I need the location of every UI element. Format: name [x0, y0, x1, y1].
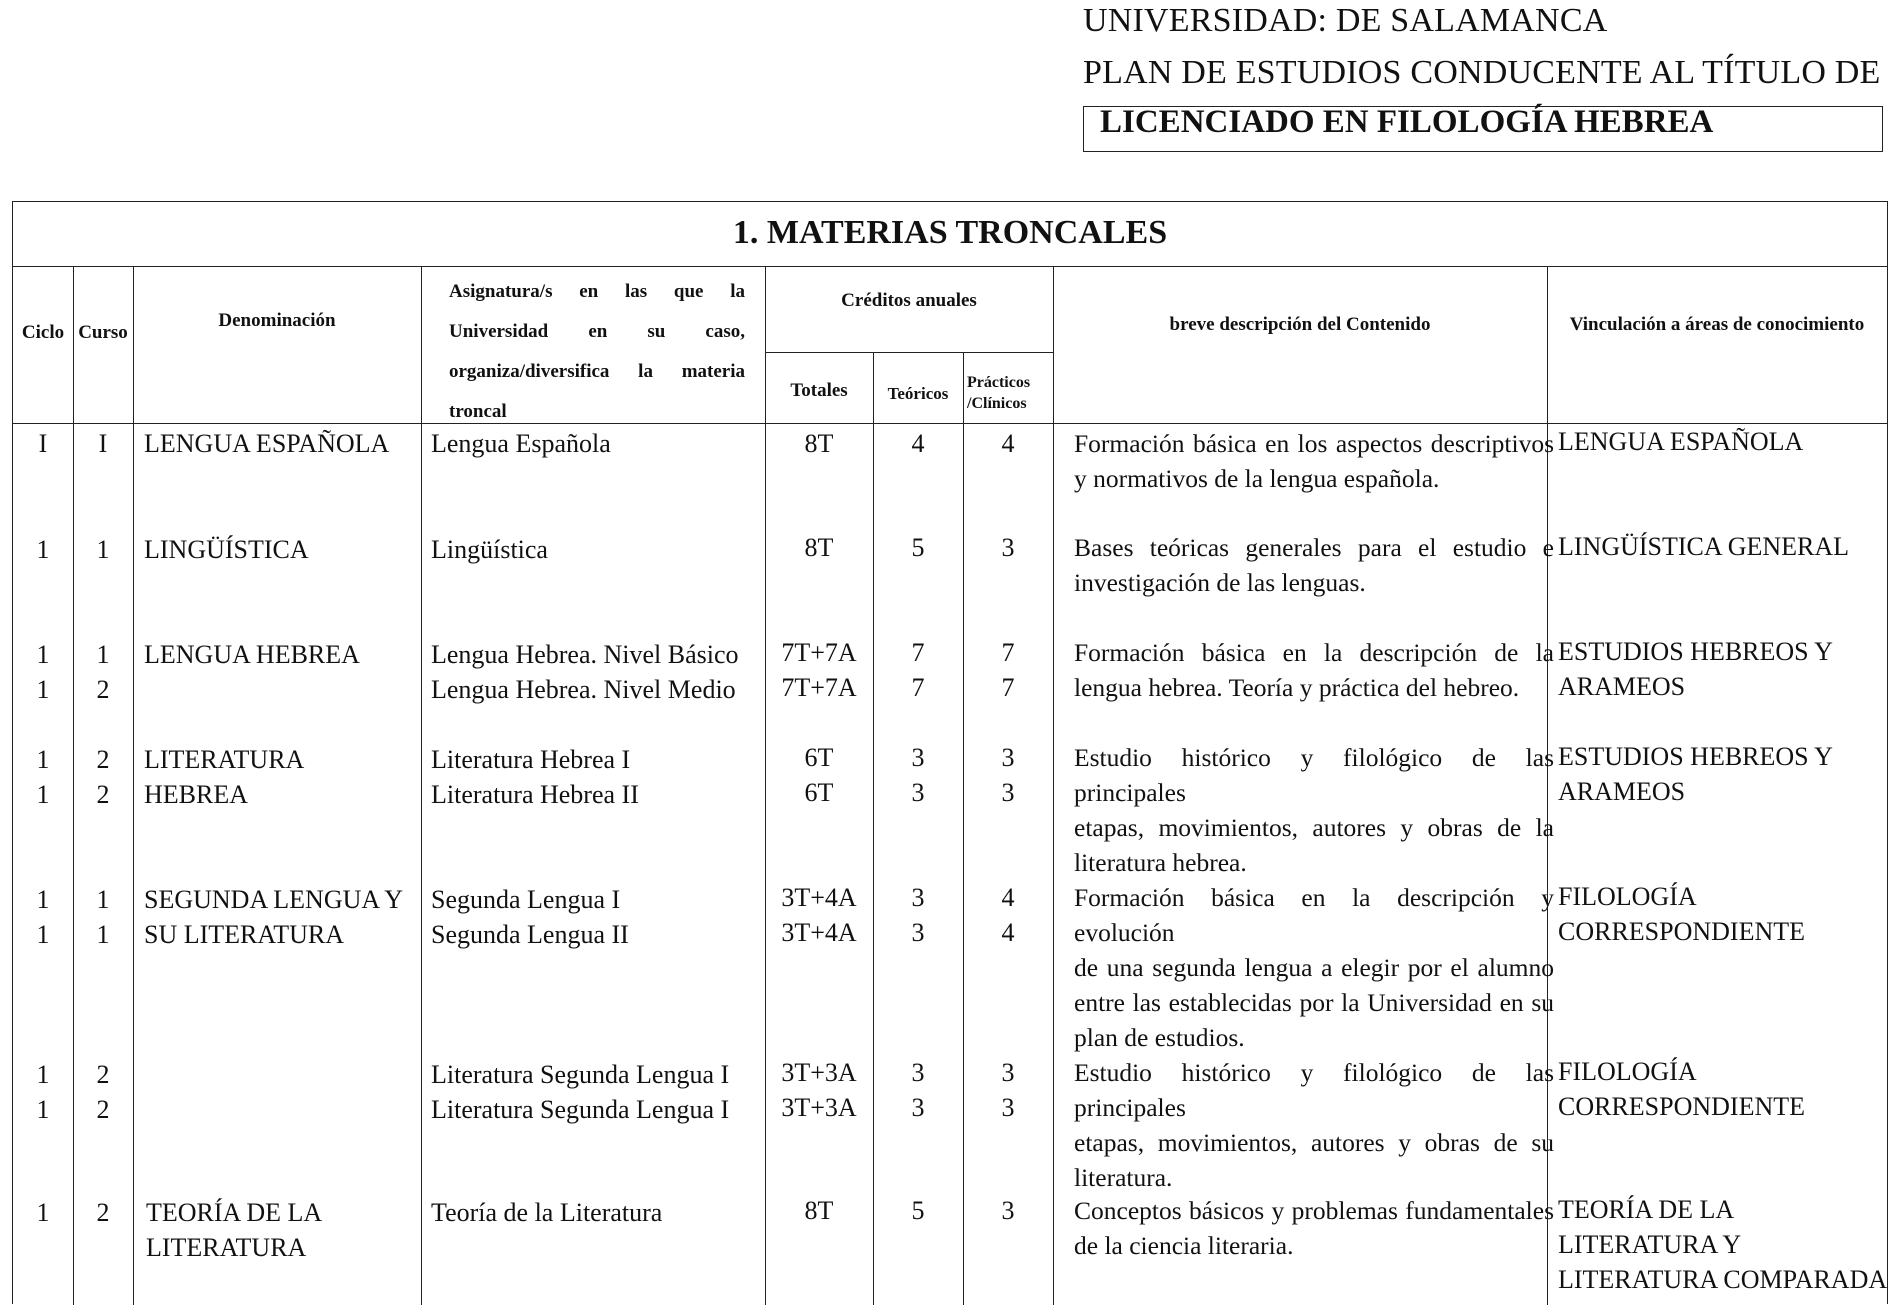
cell-curso: 2 [96, 1095, 110, 1124]
cell-ciclo: 1 [36, 780, 50, 809]
col-divider [963, 352, 964, 1305]
cell-ciclo: 1 [36, 640, 50, 669]
cell-curso: I [98, 429, 108, 458]
cell-totales: 7T+7A [781, 638, 857, 667]
header-ciclo: Ciclo [21, 322, 65, 343]
cell-totales: 8T [804, 429, 834, 458]
cell-practicos: 3 [1001, 1196, 1015, 1225]
cell-totales: 6T [804, 743, 834, 772]
cell-totales: 3T+3A [781, 1093, 857, 1122]
cell-denominacion: LITERATURA [144, 745, 305, 774]
cell-totales: 8T [804, 533, 834, 562]
cell-totales: 3T+4A [781, 883, 857, 912]
col-divider [421, 266, 422, 1305]
cell-vinculacion: FILOLOGÍA [1558, 882, 1697, 911]
cell-totales: 6T [804, 778, 834, 807]
cell-teoricos: 3 [911, 778, 925, 807]
cell-teoricos: 7 [911, 673, 925, 702]
cell-vinculacion: ESTUDIOS HEBREOS Y [1558, 637, 1833, 666]
cell-practicos: 3 [1001, 743, 1015, 772]
cell-vinculacion: TEORÍA DE LA [1558, 1195, 1735, 1224]
desc-line: Estudio histórico y filológico de las principales [1074, 743, 1554, 807]
cell-asignatura: Literatura Hebrea I [431, 745, 631, 774]
cell-practicos: 3 [1001, 778, 1015, 807]
header-creditos: Créditos anuales [841, 290, 977, 311]
cell-totales: 3T+4A [781, 918, 857, 947]
desc-line: de una segunda lengua a elegir por el alumno [1074, 953, 1554, 982]
desc-line: literatura. [1074, 1163, 1173, 1192]
header-practicos-line: /Clínicos [967, 395, 1027, 412]
cell-vinculacion: CORRESPONDIENTE [1558, 1092, 1806, 1121]
desc-line: literatura hebrea. [1074, 848, 1247, 877]
cell-asignatura: Literatura Hebrea II [431, 780, 639, 809]
cell-teoricos: 5 [911, 533, 925, 562]
header-curso: Curso [78, 322, 128, 343]
cell-curso: 2 [96, 1198, 110, 1227]
cell-teoricos: 3 [911, 1093, 925, 1122]
cell-teoricos: 3 [911, 1058, 925, 1087]
cell-asignatura: Segunda Lengua II [431, 920, 629, 949]
cell-denominacion: LINGÜÍSTICA [144, 535, 309, 564]
cell-teoricos: 7 [911, 638, 925, 667]
header-descripcion: breve descripción del Contenido [1169, 314, 1431, 335]
cell-practicos: 3 [1001, 533, 1015, 562]
header-asignatura-line: Universidad en su caso, [449, 321, 745, 342]
cell-vinculacion: FILOLOGÍA [1558, 1057, 1697, 1086]
cell-ciclo: 1 [36, 535, 50, 564]
header-asignatura-line: Asignatura/s en las que la [449, 281, 745, 302]
cell-denominacion: TEORÍA DE LA [146, 1198, 323, 1227]
cell-practicos: 3 [1001, 1093, 1015, 1122]
cell-vinculacion: CORRESPONDIENTE [1558, 917, 1806, 946]
desc-line: investigación de las lenguas. [1074, 568, 1366, 597]
header-asignatura-line: organiza/diversifica la materia [449, 361, 745, 382]
cell-practicos: 4 [1001, 918, 1015, 947]
cell-asignatura: Segunda Lengua I [431, 885, 621, 914]
cell-asignatura: Lengua Hebrea. Nivel Básico [431, 640, 739, 669]
cell-curso: 1 [96, 885, 110, 914]
cell-ciclo: 1 [36, 1198, 50, 1227]
desc-line: de la ciencia literaria. [1074, 1231, 1294, 1260]
degree-title-box [1083, 106, 1883, 152]
cell-teoricos: 3 [911, 883, 925, 912]
cell-descripcion [1074, 530, 1554, 635]
section-title: 1. MATERIAS TRONCALES [13, 202, 1887, 267]
cell-vinculacion: ESTUDIOS HEBREOS Y [1558, 742, 1833, 771]
cell-descripcion [1074, 426, 1554, 531]
cell-ciclo: 1 [36, 1060, 50, 1089]
cell-asignatura: Lingüística [431, 535, 548, 564]
cell-vinculacion: ARAMEOS [1558, 672, 1686, 701]
cell-teoricos: 3 [911, 918, 925, 947]
cell-denominacion: SU LITERATURA [144, 920, 345, 949]
header-totales: Totales [790, 380, 848, 401]
desc-line: Formación básica en la descripción y evolución [1074, 883, 1554, 947]
degree-title: LICENCIADO EN FILOLOGÍA HEBREA [1100, 104, 1714, 140]
cell-curso: 1 [96, 640, 110, 669]
header-vinculacion: Vinculación a áreas de conocimiento [1569, 314, 1865, 335]
desc-line: lengua hebrea. Teoría y práctica del hebreo. [1074, 673, 1520, 702]
header-practicos-line: Prácticos [967, 374, 1031, 391]
cell-descripcion [1074, 1193, 1554, 1298]
university-line: UNIVERSIDAD: DE SALAMANCA [1083, 2, 1608, 39]
cell-teoricos: 5 [911, 1196, 925, 1225]
cell-denominacion: LENGUA ESPAÑOLA [144, 429, 390, 458]
cell-curso: 1 [96, 920, 110, 949]
cell-teoricos: 3 [911, 743, 925, 772]
desc-line: etapas, movimientos, autores y obras de su [1074, 1128, 1554, 1157]
cell-totales: 3T+3A [781, 1058, 857, 1087]
desc-line: Formación básica en la descripción de la [1074, 638, 1554, 667]
header-denominacion: Denominación [218, 310, 336, 331]
desc-line: etapas, movimientos, autores y obras de la [1074, 813, 1554, 842]
cell-vinculacion: LITERATURA Y [1558, 1230, 1742, 1259]
cell-denominacion: HEBREA [144, 780, 248, 809]
desc-line: Conceptos básicos y problemas fundamentales [1074, 1196, 1554, 1225]
cell-practicos: 4 [1001, 883, 1015, 912]
cell-asignatura: Literatura Segunda Lengua I [431, 1095, 730, 1124]
cell-curso: 2 [96, 1060, 110, 1089]
cell-ciclo: 1 [36, 1095, 50, 1124]
cell-practicos: 7 [1001, 673, 1015, 702]
cell-practicos: 7 [1001, 638, 1015, 667]
desc-line: Estudio histórico y filológico de las principales [1074, 1058, 1554, 1122]
col-divider [873, 352, 874, 1305]
cell-practicos: 4 [1001, 429, 1015, 458]
desc-line: entre las establecidas por la Universidad en su [1074, 988, 1554, 1017]
cell-ciclo: I [38, 429, 48, 458]
cell-totales: 7T+7A [781, 673, 857, 702]
desc-line: Bases teóricas generales para el estudio e [1074, 533, 1554, 562]
cell-curso: 1 [96, 535, 110, 564]
cell-ciclo: 1 [36, 920, 50, 949]
cell-denominacion: LENGUA HEBREA [144, 640, 360, 669]
cell-practicos: 3 [1001, 1058, 1015, 1087]
cell-asignatura: Teoría de la Literatura [431, 1198, 663, 1227]
plan-line: PLAN DE ESTUDIOS CONDUCENTE AL TÍTULO DE [1083, 54, 1881, 91]
cell-teoricos: 4 [911, 429, 925, 458]
cell-curso: 2 [96, 745, 110, 774]
cell-asignatura: Literatura Segunda Lengua I [431, 1060, 730, 1089]
header-asignatura [449, 272, 745, 432]
cell-descripcion [1074, 635, 1554, 740]
cell-vinculacion: LINGÜÍSTICA GENERAL [1558, 532, 1850, 561]
cell-denominacion: SEGUNDA LENGUA Y [144, 885, 404, 914]
cell-asignatura: Lengua Hebrea. Nivel Medio [431, 675, 736, 704]
cell-ciclo: 1 [36, 885, 50, 914]
desc-line: y normativos de la lengua española. [1074, 464, 1440, 493]
desc-line: Formación básica en los aspectos descriptivos [1074, 429, 1554, 458]
cell-curso: 2 [96, 780, 110, 809]
cell-vinculacion: LITERATURA COMPARADA [1558, 1265, 1888, 1294]
cell-ciclo: 1 [36, 745, 50, 774]
col-divider [133, 266, 134, 1305]
cell-curso: 2 [96, 675, 110, 704]
col-divider [1053, 266, 1054, 1305]
cell-denominacion: LITERATURA [146, 1233, 307, 1262]
header-teoricos: Teóricos [887, 384, 949, 403]
cell-ciclo: 1 [36, 675, 50, 704]
header-practicos [963, 372, 1053, 414]
credits-divider [765, 352, 1053, 353]
cell-vinculacion: LENGUA ESPAÑOLA [1558, 427, 1804, 456]
cell-asignatura: Lengua Española [431, 429, 611, 458]
materias-table [12, 201, 1888, 1304]
header-asignatura-line: troncal [449, 401, 507, 422]
cell-totales: 8T [804, 1196, 834, 1225]
cell-vinculacion: ARAMEOS [1558, 777, 1686, 806]
desc-line: plan de estudios. [1074, 1023, 1245, 1052]
